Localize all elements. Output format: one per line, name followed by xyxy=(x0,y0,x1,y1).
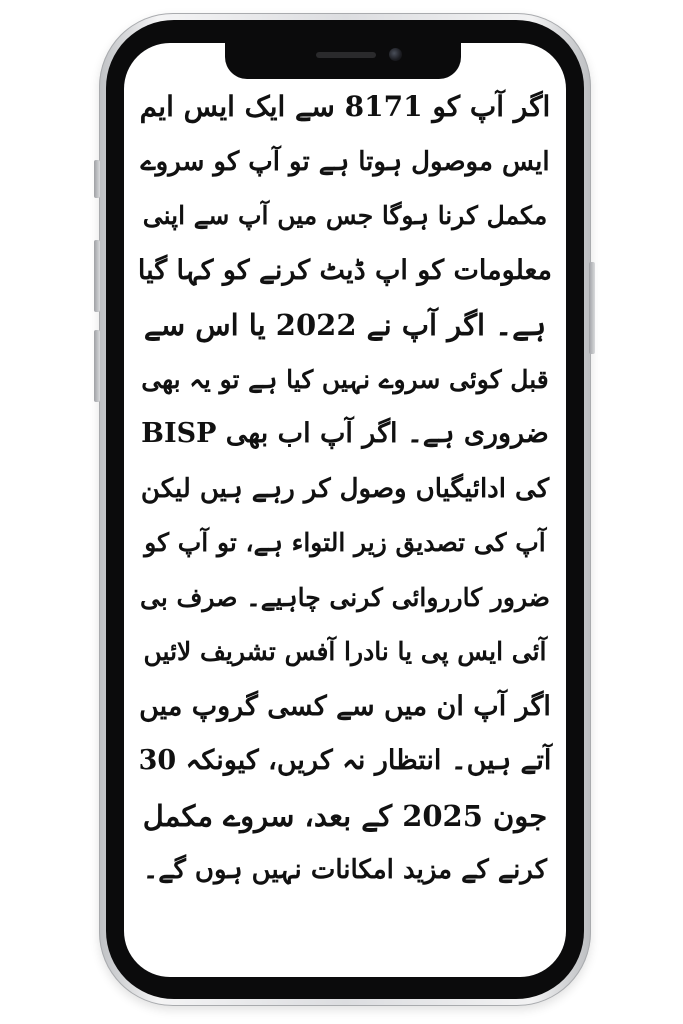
article-line-15: کرنے کے مزید امکانات نہیں ہوں گے۔ xyxy=(142,855,548,885)
article-line-5: ہے۔ اگر آپ نے 2022 یا اس سے xyxy=(143,308,547,342)
article-line-2: ایس موصول ہوتا ہے تو آپ کو سروے xyxy=(140,146,550,177)
article-line-9: آپ کی تصدیق زیر التواء ہے، تو آپ کو xyxy=(144,528,546,557)
article-line-4: معلومات کو اپ ڈیٹ کرنے کو کہا گیا xyxy=(137,254,552,286)
article-line-6: قبل کوئی سروے نہیں کیا ہے تو یہ بھی xyxy=(141,364,549,394)
front-camera-icon xyxy=(389,48,402,61)
article-line-7: ضروری ہے۔ اگر آپ اب بھی BISP xyxy=(141,418,549,449)
volume-up-button xyxy=(94,240,100,312)
article-line-13: آتے ہیں۔ انتظار نہ کریں، کیونکہ 30 xyxy=(138,745,552,776)
article-line-1: اگر آپ کو 8171 سے ایک ایس ایم xyxy=(139,90,551,123)
volume-down-button xyxy=(94,330,100,402)
article-line-11: آئی ایس پی یا نادرا آفس تشریف لائیں xyxy=(143,637,547,666)
article-line-3: مکمل کرنا ہوگا جس میں آپ سے اپنی xyxy=(142,201,548,230)
speaker-grille xyxy=(316,52,376,58)
power-button xyxy=(589,262,595,354)
article-text xyxy=(138,80,552,970)
silent-switch xyxy=(94,160,100,198)
phone-notch xyxy=(225,43,461,79)
article-line-8: کی ادائیگیاں وصول کر رہے ہیں لیکن xyxy=(140,473,550,504)
article-line-12: اگر آپ ان میں سے کسی گروپ میں xyxy=(139,690,551,722)
article-line-10: ضرور کارروائی کرنی چاہیے۔ صرف بی xyxy=(140,582,550,612)
article-line-14: جون 2025 کے بعد، سروے مکمل xyxy=(142,798,548,833)
